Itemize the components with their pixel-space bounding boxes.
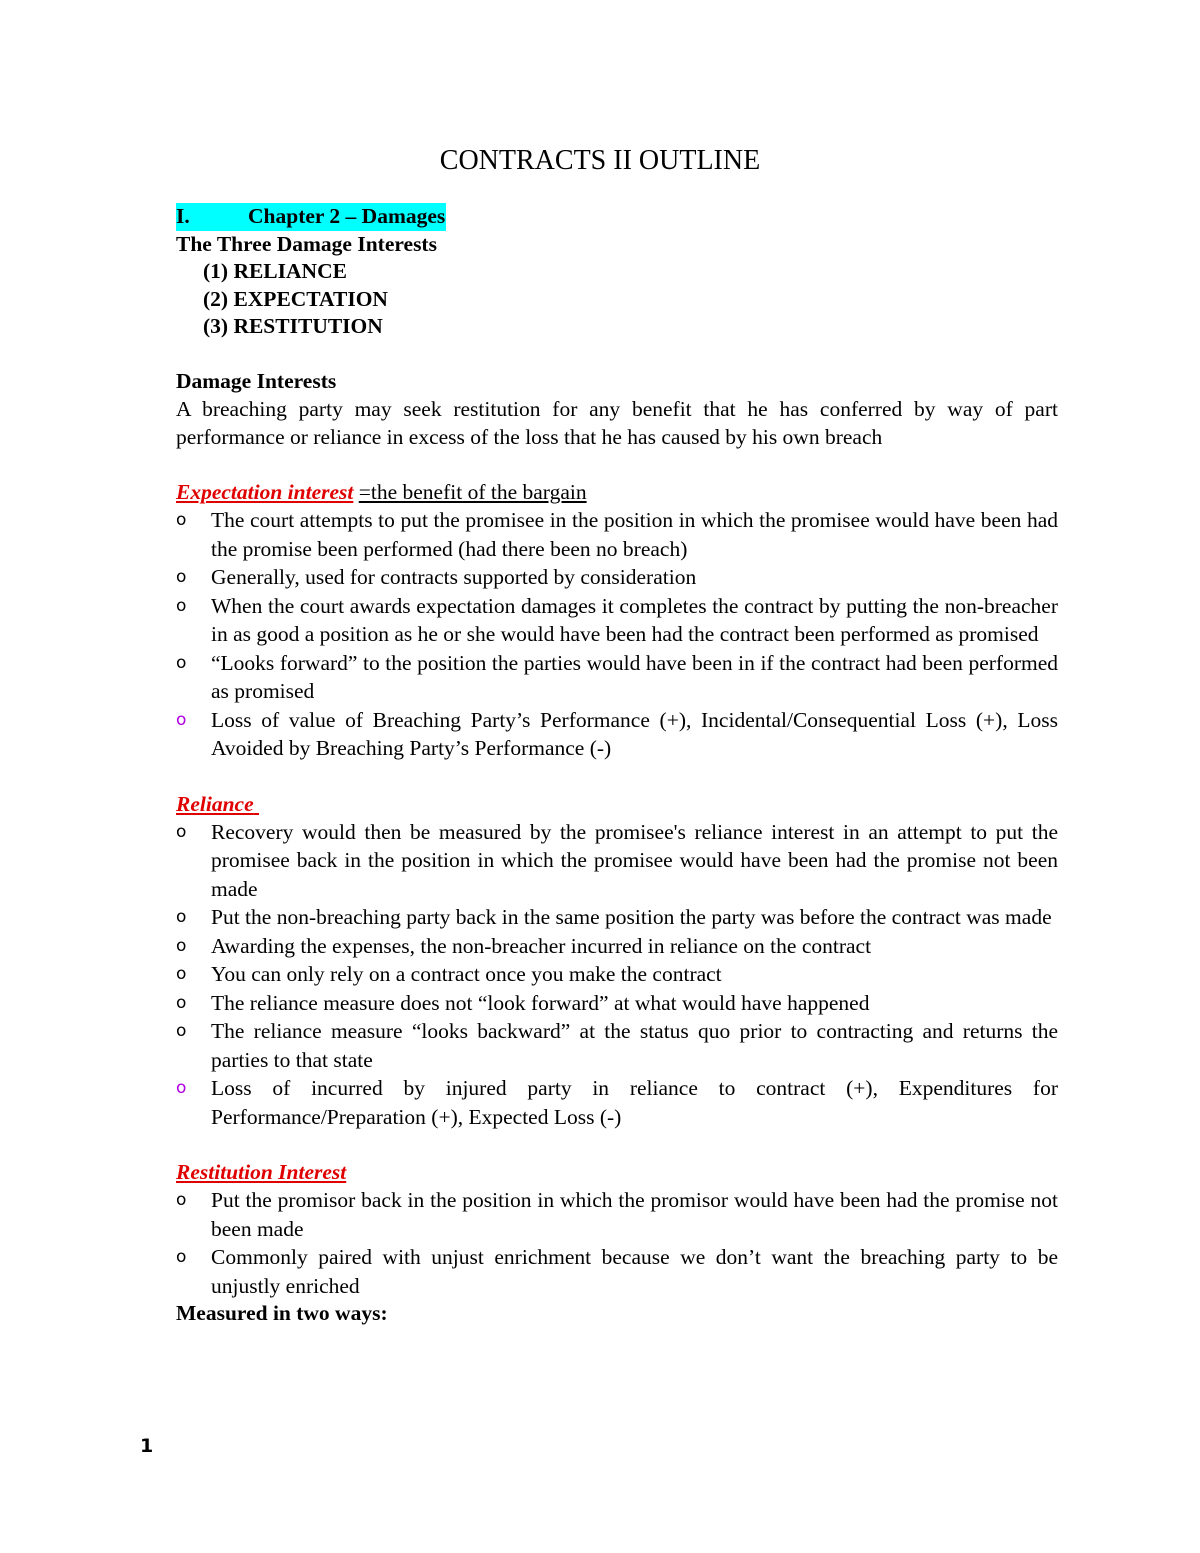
bullet-circle-icon: o <box>176 595 187 616</box>
measured-heading: Measured in two ways: <box>176 1301 388 1325</box>
spacer <box>176 1131 1058 1158</box>
list-item <box>176 1017 1058 1074</box>
bullet-circle-icon: o <box>176 510 187 530</box>
reliance-heading: Reliance <box>176 791 254 816</box>
damage-interests-paragraph: A breaching party may seek restitution for any benefit that he has conferred by way of part performance or reliance in excess of the loss that he has caused by his own breach <box>176 397 1058 449</box>
bullet-text: Put the promisor back in the position in which the promisor would have been had the promise not been made <box>211 1188 1058 1241</box>
bullet-circle-icon: o <box>176 935 187 956</box>
chapter-title: Chapter 2 – Damages <box>248 204 446 228</box>
chapter-heading <box>176 203 446 231</box>
bullet-circle-icon: o <box>176 709 187 730</box>
list-item <box>176 706 1058 763</box>
bullet-text: Awarding the expenses, the non-breacher incurred in reliance on the contract <box>211 933 872 958</box>
reliance-bullet-list <box>176 818 1058 1132</box>
list-item <box>176 563 1058 592</box>
damage-interests-heading: Damage Interests <box>176 368 337 393</box>
list-item <box>176 960 1058 989</box>
restitution-heading-row <box>176 1158 1058 1186</box>
interest-item-restitution: (3) RESTITUTION <box>203 314 383 338</box>
bullet-text: The court attempts to put the promisee in the position in which the promisee would have been had the promise been performed (had there been no breach) <box>211 508 1058 561</box>
bullet-text: When the court awards expectation damages it completes the contract by putting the non-breacher in as good a position as he or she would have been had the contract been performed as promised <box>211 593 1058 646</box>
list-item <box>176 1243 1058 1300</box>
expectation-definition: =the benefit of the bargain <box>358 480 587 504</box>
bullet-circle-icon: o <box>176 1021 187 1041</box>
bullet-circle-icon: o <box>176 964 187 984</box>
expectation-heading: Expectation interest <box>176 480 354 504</box>
page-number: 1 <box>140 1435 154 1457</box>
bullet-text: The reliance measure does not “look forward” at what would have happened <box>211 990 870 1015</box>
bullet-text: Put the non-breaching party back in the same position the party was before the contract was made <box>211 905 1052 929</box>
spacer <box>176 451 1058 478</box>
bullet-circle-icon: o <box>176 1190 187 1210</box>
restitution-heading: Restitution Interest <box>176 1160 347 1184</box>
expectation-heading-row <box>176 478 1058 506</box>
bullet-text: Loss of incurred by injured party in reliance to contract (+), Expenditures for Performance/Preparation (+), Expected Loss (-) <box>211 1076 1058 1129</box>
bullet-text: “Looks forward” to the position the parties would have been in if the contract had been performed as promised <box>211 650 1058 703</box>
reliance-heading-row <box>176 790 1058 818</box>
expectation-bullet-list <box>176 506 1058 763</box>
bullet-circle-icon: o <box>176 821 187 842</box>
list-item <box>176 903 1058 932</box>
list-item <box>176 1186 1058 1243</box>
outline-body <box>176 203 1058 1328</box>
list-item <box>176 506 1058 563</box>
chapter-number: I. <box>176 204 190 228</box>
bullet-circle-icon: o <box>176 1247 187 1267</box>
bullet-circle-icon: o <box>176 907 187 927</box>
bullet-text: The reliance measure “looks backward” at the status quo prior to contracting and returns the parties to that state <box>211 1019 1058 1072</box>
bullet-circle-icon: o <box>176 652 187 673</box>
bullet-text: Commonly paired with unjust enrichment because we don’t want the breaching party to be unjustly enriched <box>211 1245 1058 1298</box>
spacer <box>176 763 1058 790</box>
interest-item-expectation: (2) EXPECTATION <box>203 286 388 311</box>
bullet-text: Loss of value of Breaching Party’s Performance (+), Incidental/Consequential Loss (+), Loss Avoided by Breaching Party’s Performance (-) <box>211 707 1058 760</box>
three-interests-heading: The Three Damage Interests <box>176 231 437 256</box>
restitution-bullet-list <box>176 1186 1058 1300</box>
interest-item-reliance: (1) RELIANCE <box>203 259 347 283</box>
bullet-circle-icon: o <box>176 1078 187 1098</box>
bullet-circle-icon: o <box>176 567 187 587</box>
chapter-heading-row <box>176 203 1058 231</box>
bullet-text: Recovery would then be measured by the promisee's reliance interest in an attempt to put the promisee back in the position in which the promisee would have been had the promise not been made <box>211 819 1058 901</box>
page-title: CONTRACTS II OUTLINE <box>439 145 761 176</box>
spacer <box>176 341 1058 368</box>
bullet-text: Generally, used for contracts supported by consideration <box>211 565 697 589</box>
bullet-circle-icon: o <box>176 992 187 1013</box>
list-item <box>176 649 1058 706</box>
list-item <box>176 1074 1058 1131</box>
list-item <box>176 592 1058 649</box>
list-item <box>176 932 1058 961</box>
list-item <box>176 818 1058 904</box>
list-item <box>176 989 1058 1018</box>
bullet-text: You can only rely on a contract once you make the contract <box>211 962 722 986</box>
